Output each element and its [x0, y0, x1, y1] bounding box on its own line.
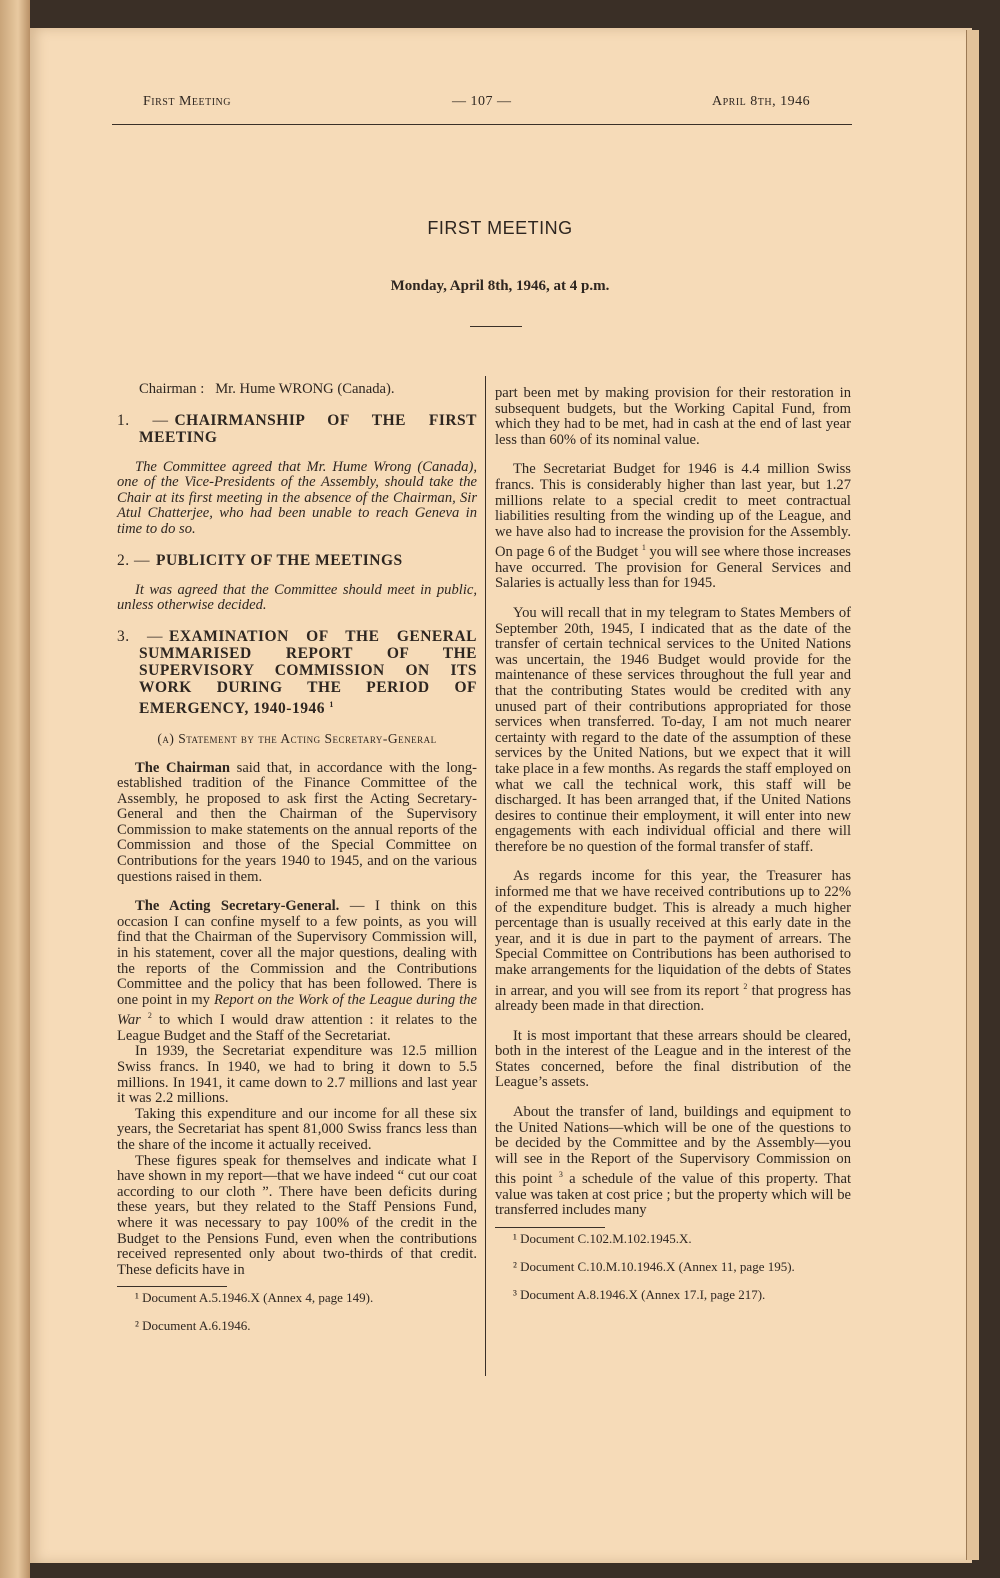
paragraph: The Secretariat Budget for 1946 is 4.4 million Swiss francs. This is considerably higher than last year, but 1.27 millions relate to a special credit to meet contractual liabilities resulting from the winding up of the League, and we have also had to increase the provision for the Assembly. On page 6 of the Budget $^1$ you will see where those increases have occurred. The provision for General Services and Salaries is actually less than for 1945. — [495, 461, 851, 592]
paragraph: Taking this expenditure and our income for all these six years, the Secretariat has spent 81,000 Swiss francs less than the share of the income it actually received. — [117, 1105, 477, 1154]
meeting-title: FIRST MEETING — [427, 218, 573, 238]
paragraph: The Acting Secretary-General. — I think on this occasion I can confine myself to a few points, as you will find that the Chairman of the Supervisory Commission will, in his statement, cover all the major questions, dealing with the reports of the Commission and the Contributions Committee and the policy that has been followed. There is one point in my Report on the Work of the League during the War $^2$ to which I would draw attention : it relates to the League Budget and the Staff of the Secretariat. — [117, 898, 478, 1044]
page-number: — 107 — — [452, 94, 512, 109]
page-edge — [966, 30, 979, 1560]
section-3-heading: 3. — EXAMINATION OF THE GENERAL SUMMARISED REPORT OF THE SUPERVISORY COMMISSION ON ITS WORK DURING THE PERIOD OF EMERGENCY, 1940-1946 $^1$ — [117, 627, 477, 717]
meeting-date: Monday, April 8th, 1946, at 4 p.m. — [390, 278, 610, 294]
section-2-heading: 2. — PUBLICITY OF THE MEETINGS — [117, 551, 403, 569]
footnote-rule — [117, 1286, 227, 1287]
paragraph: In 1939, the Secretariat expenditure was 12.5 million Swiss francs. In 1940, we had to bring it down to 5.5 millions. In 1941, it came down to 2.7 millions and last year it was 2.2 millions. — [117, 1043, 477, 1107]
header-rule — [112, 124, 852, 125]
column-divider — [485, 376, 486, 1376]
subsection-a-heading: (a) Statement by the Acting Secretary-General — [157, 730, 437, 746]
paragraph: The Chairman said that, in accordance with the long-established tradition of the Finance Committee of the Assembly, he proposed to ask first the Acting Secretary-General and then the Chairman of the Supervisory Commission to make statements on the annual reports of the Commission and those of the Special Committee on Contributions for the years 1940 to 1945, and on the various questions raised in them. — [117, 759, 478, 885]
footnote: ² Document A.6.1946. — [135, 1318, 251, 1334]
paragraph: About the transfer of land, buildings and equipment to the United Nations—which will be one of the questions to be decided by the Committee and by the Assembly—you will see in the Report of the Supervisory Commission on this point $^3$ a schedule of the value of this property. That value was taken at cost price ; but the property which will be transferred includes many — [495, 1104, 851, 1219]
section-2-text: It was agreed that the Committee should meet in public, unless otherwise decided. — [117, 581, 477, 614]
chairman-line: Chairman : Mr. Hume WRONG (Canada). — [139, 381, 395, 397]
footnote: ³ Document A.8.1946.X (Annex 17.I, page 217). — [513, 1287, 766, 1303]
section-1-heading: 1. — CHAIRMANSHIP OF THE FIRST MEETING — [117, 411, 477, 446]
title-divider — [470, 326, 522, 327]
paragraph: It is most important that these arrears should be cleared, both in the interest of the League and in the interest of the States concerned, before the final distribution of the League’s assets. — [495, 1027, 851, 1091]
running-header-left: First Meeting — [143, 94, 232, 109]
paragraph: As regards income for this year, the Treasurer has informed me that we have received contributions up to 22% of the expenditure budget. This is already a much higher percentage than is usually received at this early date in the year, and it is due in part to the payment of arrears. The Special Committee on Contributions has been authorised to make arrangements for the liquidation of the debts of States in arrear, and you will see from its report $^2$ that progress has already been made in that direction. — [495, 868, 851, 1015]
running-header-right: April 8th, 1946 — [712, 94, 811, 109]
footnote: ¹ Document C.102.M.102.1945.X. — [513, 1231, 692, 1247]
footnote: ¹ Document A.5.1946.X (Annex 4, page 149). — [135, 1290, 374, 1306]
paragraph: You will recall that in my telegram to States Members of September 20th, 1945, I indicated that as the date of the transfer of certain technical services to the United Nations was uncertain, the 1946 Budget would provide for the maintenance of these services throughout the full year and that the contributing States would be credited with any unused part of their contributions appropriated for those services when transferred. To-day, I am not much nearer certainty with regard to the date of the assumption of these services by the United Nations, but we expect that it will take place in a few months. As regards the staff employed on what we call the technical work, this staff will be discharged. It has been arranged that, if the United Nations desires to continue their employment, it will enter into new engagements with each individual official and there will therefore be no question of the formal transfer of staff. — [495, 604, 851, 855]
paragraph: These figures speak for themselves and indicate what I have shown in my report—that we have indeed “ cut our coat according to our cloth ”. There have been deficits during these years, but they related to the Staff Pensions Fund, where it was necessary to pay 100% of the credit in the Budget to the Pensions Fund, even when the contributions received represented only about two-thirds of that credit. These deficits have in — [117, 1152, 477, 1278]
right-column — [495, 386, 851, 1316]
footnote: ² Document C.10.M.10.1946.X (Annex 11, page 195). — [513, 1259, 795, 1275]
footnote-rule — [495, 1227, 605, 1228]
section-1-text: The Committee agreed that Mr. Hume Wrong (Canada), one of the Vice-Presidents of the Assembly, should take the Chair at its first meeting in the absence of the Chairman, Sir Atul Chatterjee, who had been unable to reach Geneva in time to do so. — [117, 458, 477, 537]
left-column — [117, 382, 477, 1347]
paragraph: part been met by making provision for their restoration in subsequent budgets, but the Working Capital Fund, from which they had to be met, had in cash at the end of last year less than 60% of its nominal value. — [495, 385, 851, 448]
